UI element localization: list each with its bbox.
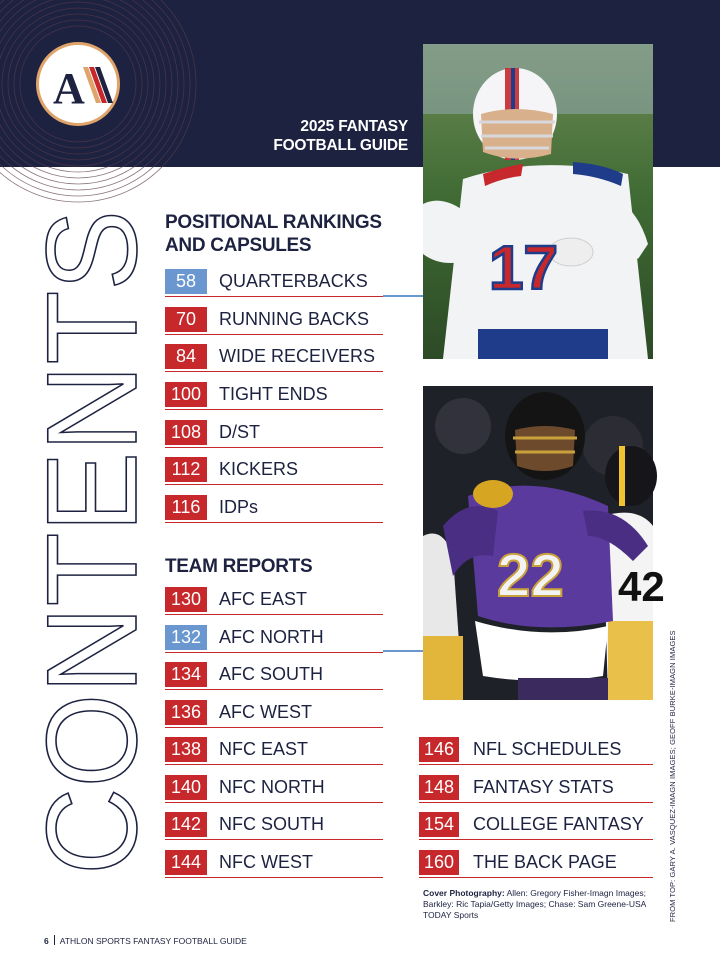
positional-heading-line2: AND CAPSULES: [165, 235, 312, 256]
toc-item-college-fantasy[interactable]: [419, 812, 653, 840]
toc-label: NFC WEST: [219, 852, 313, 872]
toc-label: D/ST: [219, 422, 261, 442]
toc-item-afc-east[interactable]: [165, 587, 383, 615]
toc-label: THE BACK PAGE: [473, 852, 617, 872]
toc-label: WIDE RECEIVERS: [219, 346, 376, 366]
jersey-number-22: 22: [497, 542, 564, 609]
toc-label: KICKERS: [219, 459, 299, 479]
toc-label: FANTASY STATS: [473, 777, 614, 797]
toc-item-fantasy-stats[interactable]: [419, 775, 653, 803]
page-number: 134: [165, 662, 207, 687]
page-number: 160: [419, 850, 459, 875]
running-back-photo: [423, 386, 665, 700]
quarterbacks-connector-line: [383, 295, 423, 297]
page-number: 116: [165, 495, 207, 520]
page-number: 108: [165, 420, 207, 445]
toc-item-wide-receivers[interactable]: [165, 344, 383, 372]
toc-item-afc-north[interactable]: [165, 625, 383, 653]
page-number: 138: [165, 737, 207, 762]
page-number: 58: [165, 269, 207, 294]
toc-label: AFC WEST: [219, 702, 312, 722]
positional-rankings-heading: [165, 211, 382, 257]
toc-label: NFC NORTH: [219, 777, 325, 797]
toc-label: RUNNING BACKS: [219, 309, 370, 329]
toc-label: NFC EAST: [219, 739, 309, 759]
toc-label: NFL SCHEDULES: [473, 739, 622, 759]
toc-label: AFC NORTH: [219, 627, 324, 647]
photo-credit-vertical: FROM TOP: GARY A. VASQUEZ-IMAGN IMAGES; GEOFF BURKE-IMAGN IMAGES: [668, 630, 677, 922]
toc-item-nfc-south[interactable]: [165, 812, 383, 840]
page-number: 100: [165, 382, 207, 407]
page-number: 144: [165, 850, 207, 875]
logo-letter: A: [53, 64, 85, 113]
toc-item-tight-ends[interactable]: [165, 382, 383, 410]
page-number: 136: [165, 700, 207, 725]
toc-label: COLLEGE FANTASY: [473, 814, 644, 834]
positional-heading-line1: POSITIONAL RANKINGS: [165, 212, 382, 233]
guide-title: [270, 117, 408, 155]
cover-credit-label: Cover Photography:: [423, 888, 505, 898]
contents-title-text: CONTENTS: [21, 171, 164, 875]
toc-label: QUARTERBACKS: [219, 271, 368, 291]
toc-item-nfc-west[interactable]: [165, 850, 383, 878]
toc-item-kickers[interactable]: [165, 457, 383, 485]
toc-label: AFC EAST: [219, 589, 308, 609]
page-number: 70: [165, 307, 207, 332]
page-number: 132: [165, 625, 207, 650]
cover-credit-text: Allen: Gregory Fisher-Imagn Images; Barkley: Ric Tapia/Getty Images; Chase: Sam Greene-USA TODAY Sports: [423, 888, 646, 920]
page-number: 130: [165, 587, 207, 612]
toc-item-afc-south[interactable]: [165, 662, 383, 690]
toc-label: AFC SOUTH: [219, 664, 324, 684]
toc-item-nfc-east[interactable]: [165, 737, 383, 765]
toc-label: TIGHT ENDS: [219, 384, 328, 404]
page-number: 154: [419, 812, 459, 837]
afc-north-connector-line: [383, 650, 423, 652]
toc-item-nfc-north[interactable]: [165, 775, 383, 803]
toc-item-the-back-page[interactable]: [419, 850, 653, 878]
toc-item-idps[interactable]: [165, 495, 383, 523]
page-number: 146: [419, 737, 459, 762]
publication-name: ATHLON SPORTS FANTASY FOOTBALL GUIDE: [59, 936, 247, 946]
page-number-footer: 6: [44, 936, 49, 946]
opponent-jersey-number: 42: [618, 563, 665, 610]
jersey-number-17: 17: [489, 234, 558, 303]
page-number: 112: [165, 457, 207, 482]
page-footer: [44, 935, 247, 946]
page-number: 142: [165, 812, 207, 837]
page-number: 84: [165, 344, 207, 369]
toc-label: NFC SOUTH: [219, 814, 324, 834]
quarterback-photo: [423, 44, 653, 359]
athlon-logo: [36, 42, 120, 126]
toc-item-afc-west[interactable]: [165, 700, 383, 728]
guide-title-line1: 2025 FANTASY: [300, 118, 408, 135]
toc-item-quarterbacks[interactable]: [165, 269, 383, 297]
team-reports-heading: TEAM REPORTS: [165, 556, 313, 577]
page-number: 140: [165, 775, 207, 800]
toc-item-dst[interactable]: [165, 420, 383, 448]
contents-title: [8, 171, 164, 877]
toc-item-nfl-schedules[interactable]: [419, 737, 653, 765]
footer-divider: [54, 935, 55, 945]
guide-title-line2: FOOTBALL GUIDE: [273, 137, 408, 154]
cover-photography-credit: [423, 888, 655, 921]
page-number: 148: [419, 775, 459, 800]
toc-item-running-backs[interactable]: [165, 307, 383, 335]
toc-label: IDPs: [219, 497, 259, 517]
